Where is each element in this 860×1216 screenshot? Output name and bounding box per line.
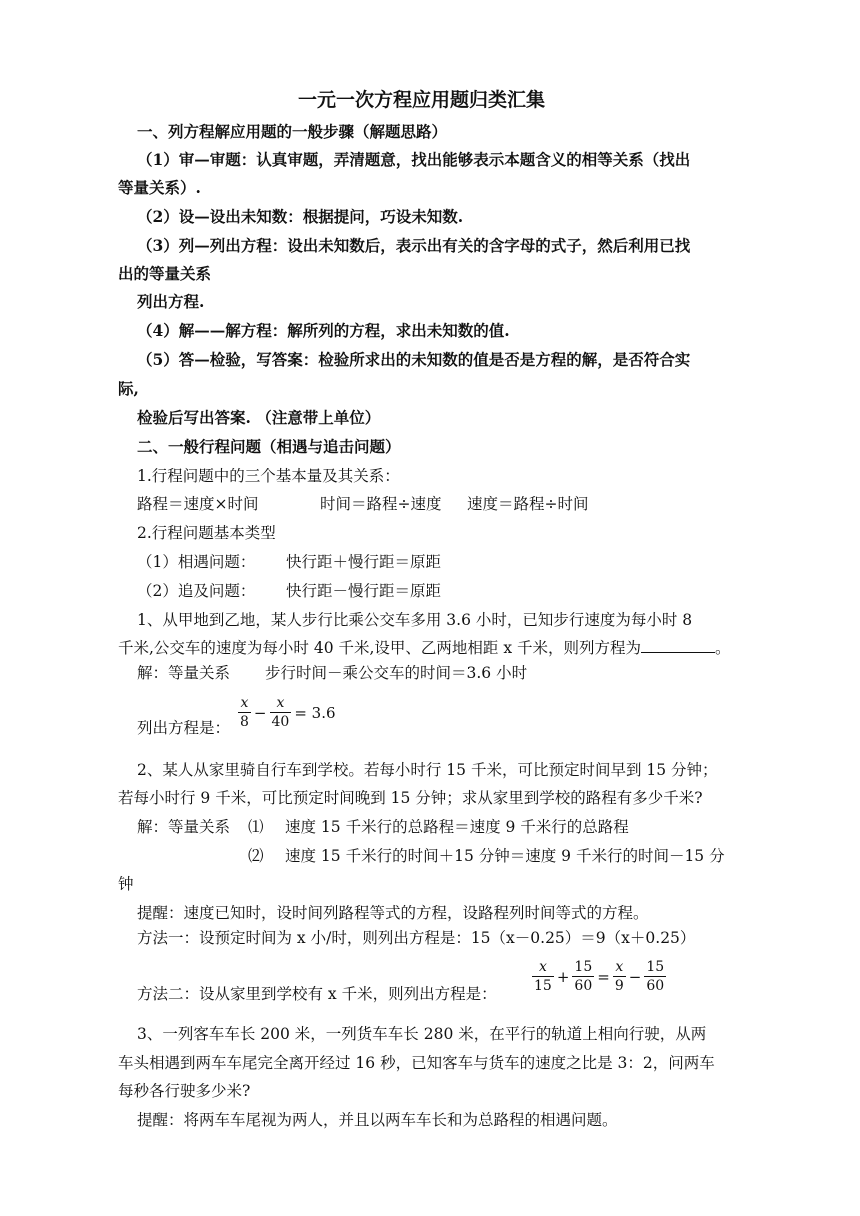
q1-equation — [238, 694, 339, 731]
step4: （4）解——解方程：解所列的方程，求出未知数的值. — [137, 321, 510, 340]
chase-problem-label: （2）追及问题： — [137, 582, 256, 600]
fraction-x-over-15: $\frac{x}{15}$ — [534, 959, 552, 994]
q3-line3: 每秒各行驶多少米? — [118, 1082, 251, 1100]
fraction-15-over-60-a: $\frac{15}{60}$ — [574, 959, 593, 994]
step5-line3: 检验后写出答案. （注意带上单位） — [137, 408, 381, 427]
travel-basics: 1.行程问题中的三个基本量及其关系： — [137, 467, 400, 485]
meeting-problem-label: （1）相遇问题： — [137, 553, 256, 571]
step1-line2: 等量关系）. — [118, 178, 201, 197]
q2-solution-label: 解：等量关系 — [137, 818, 231, 836]
fraction-x-over-40: $\frac{x}{40}$ — [271, 695, 290, 730]
q3-line1: 3、一列客车车长 200 米，一列货车车长 280 米，在平行的轨道上相向行驶，从两 — [137, 1025, 707, 1043]
section2-heading: 二、一般行程问题（相遇与追击问题） — [137, 437, 401, 456]
step3-line2: 出的等量关系 — [118, 264, 212, 283]
formula-time: 时间＝路程÷速度 — [320, 495, 442, 513]
relation-2-continued: 钟 — [118, 875, 134, 893]
q1-line1: 1、从甲地到乙地，某人步行比乘公交车多用 3.6 小时，已知步行速度为每小时 8 — [137, 611, 693, 629]
step3-line3: 列出方程. — [137, 292, 205, 311]
q2-line1: 2、某人从家里骑自行车到学校。若每小时行 15 千米，可比预定时间早到 15 分钟； — [137, 761, 718, 779]
chase-problem-formula: 快行距－慢行距＝原距 — [286, 582, 442, 600]
fraction-15-over-60-b: $\frac{15}{60}$ — [646, 959, 665, 994]
step1-line1: （1）审—审题：认真审题，弄清题意，找出能够表示本题含义的相等关系（找出 — [137, 150, 691, 169]
q2-line2: 若每小时行 9 千米，可比预定时间晚到 15 分钟；求从家里到学校的路程有多少千米? — [118, 789, 703, 807]
step2: （2）设—设出未知数：根据提问，巧设未知数. — [137, 207, 464, 226]
q1-line2 — [118, 638, 731, 658]
relation-1-marker: ⑴ — [248, 818, 264, 836]
equals-value: = 3.6 — [294, 703, 336, 722]
fraction-x-over-8: $\frac{x}{8}$ — [240, 695, 249, 730]
relation-2: 速度 15 千米行的时间＋15 分钟＝速度 9 千米行的时间－15 分 — [285, 847, 725, 865]
relation-2-marker: ⑵ — [248, 847, 264, 865]
travel-types: 2.行程问题基本类型 — [137, 524, 276, 542]
formula-speed: 速度＝路程÷时间 — [467, 495, 589, 513]
answer-blank — [641, 638, 715, 653]
step5-line1: （5）答—检验，写答案：检验所求出的未知数的值是否是方程的解，是否符合实 — [137, 350, 691, 369]
minus-sign: − — [253, 703, 267, 722]
q1-relation: 步行时间－乘公交车的时间＝3.6 小时 — [265, 664, 528, 682]
formula-distance: 路程＝速度×时间 — [137, 495, 259, 513]
meeting-problem-formula: 快行距＋慢行距＝原距 — [286, 553, 442, 571]
relation-1: 速度 15 千米行的总路程＝速度 9 千米行的总路程 — [285, 818, 629, 836]
method-2-label: 方法二：设从家里到学校有 x 千米，则列出方程是： — [137, 985, 497, 1003]
q1-line2-end: 。 — [715, 639, 731, 657]
method-1: 方法一：设预定时间为 x 小/时，则列出方程是：15（x－0.25）＝9（x＋0.25） — [137, 929, 696, 947]
page-title: 一元一次方程应用题归类汇集 — [298, 89, 546, 111]
q3-line2: 车头相遇到两车车尾完全离开经过 16 秒，已知客车与货车的速度之比是 3：2，问两车 — [118, 1054, 715, 1072]
q1-solution-label: 解：等量关系 — [137, 664, 231, 682]
fraction-x-over-9: $\frac{x}{9}$ — [614, 959, 624, 994]
q3-tip: 提醒：将两车车尾视为两人，并且以两车车长和为总路程的相遇问题。 — [137, 1111, 618, 1129]
q2-tip: 提醒：速度已知时，设时间列路程等式的方程，设路程列时间等式的方程。 — [137, 904, 649, 922]
section1-heading: 一、列方程解应用题的一般步骤（解题思路） — [137, 122, 448, 141]
q1-equation-label: 列出方程是： — [137, 719, 231, 737]
plus-sign: + — [556, 967, 570, 986]
step5-line2: 际, — [118, 379, 139, 398]
step3-line1: （3）列—列出方程：设出未知数后，表示出有关的含字母的式子，然后利用已找 — [137, 236, 691, 255]
minus-sign-2: − — [628, 967, 642, 986]
method-2-equation — [532, 958, 666, 995]
q1-line2-text: 千米,公交车的速度为每小时 40 千米,设甲、乙两地相距 x 千米，则列方程为 — [118, 639, 642, 657]
equals-sign: = — [597, 967, 610, 986]
